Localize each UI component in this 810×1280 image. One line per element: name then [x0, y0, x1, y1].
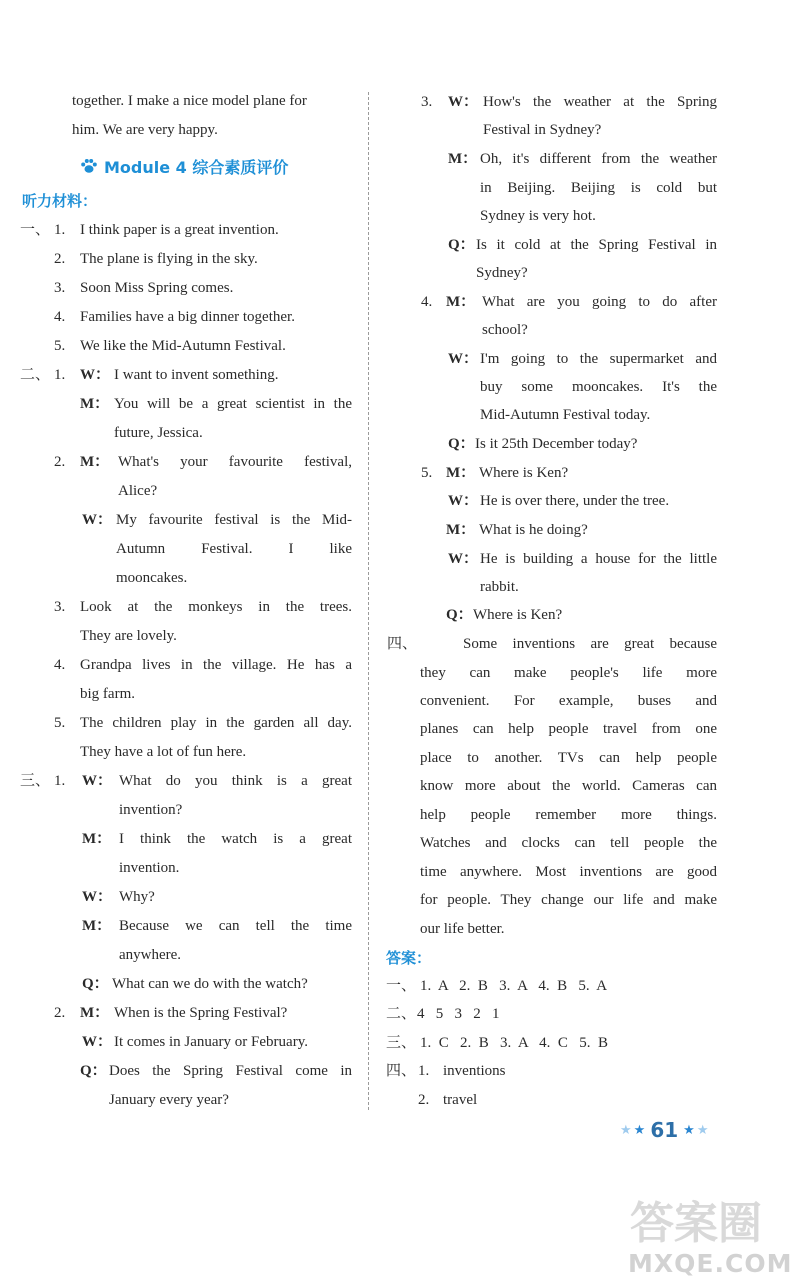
dialogue-line: What are you going to do after — [482, 294, 717, 310]
speaker-label: M： — [82, 918, 112, 934]
section-label: 四、 — [386, 1063, 417, 1079]
speaker-label: M： — [446, 294, 476, 310]
paw-icon — [80, 158, 98, 174]
item-number: 1. — [418, 1063, 430, 1079]
listening-heading: 听力材料： — [22, 192, 98, 210]
star-icon: ★ — [633, 1122, 646, 1138]
paragraph-line: big farm. — [80, 686, 135, 702]
dialogue-line: school? — [482, 322, 528, 338]
star-icon: ★ — [620, 1122, 632, 1138]
dialogue-line: You will be a great scientist in the — [114, 396, 352, 412]
dialogue-line: Does the Spring Festival come in — [109, 1063, 352, 1079]
watermark-logo — [622, 1188, 804, 1276]
speaker-label: Q： — [82, 976, 109, 992]
answer-line: inventions — [443, 1063, 506, 1079]
list-item: The plane is flying in the sky. — [80, 251, 258, 267]
dialogue-line: Oh, it's different from the weather — [480, 151, 717, 167]
answer-line: 1. A 2. B 3. A 4. B 5. A — [420, 978, 608, 994]
dialogue-line: January every year? — [109, 1092, 229, 1108]
paragraph-line: they can make people's life more — [420, 665, 717, 681]
speaker-label: M： — [446, 465, 476, 481]
item-number: 2. — [54, 251, 66, 267]
section-label: 四、 — [387, 636, 418, 652]
dialogue-line: When is the Spring Festival? — [114, 1005, 288, 1021]
item-number: 2. — [418, 1092, 430, 1108]
dialogue-line: buy some mooncakes. It's the — [480, 379, 717, 395]
speaker-label: M： — [80, 454, 110, 470]
dialogue-line: mooncakes. — [116, 570, 188, 586]
item-number: 2. — [54, 454, 66, 470]
answers-heading: 答案： — [386, 949, 432, 967]
speaker-label: W： — [82, 512, 113, 528]
speaker-label: Q： — [448, 436, 475, 452]
section-label: 二、 — [20, 367, 51, 383]
dialogue-line: Where is Ken? — [473, 607, 563, 623]
answer-line: 4 5 3 2 1 — [417, 1006, 500, 1022]
paragraph-line: for people. They change our life and make — [420, 892, 717, 908]
dialogue-line: Sydney is very hot. — [480, 208, 596, 224]
speaker-label: W： — [448, 94, 479, 110]
speaker-label: W： — [82, 773, 113, 789]
paragraph-line: Look at the monkeys in the trees. — [80, 599, 352, 615]
column-divider — [368, 92, 369, 1110]
dialogue-line: invention? — [119, 802, 183, 818]
paragraph-line: our life better. — [420, 921, 505, 937]
list-item: Soon Miss Spring comes. — [80, 280, 234, 296]
speaker-label: Q： — [448, 237, 475, 253]
speaker-label: M： — [80, 1005, 110, 1021]
dialogue-line: invention. — [119, 860, 180, 876]
section-label: 三、 — [20, 773, 51, 789]
module-title-text: Module 4 综合素质评价 — [104, 157, 289, 177]
list-item: We like the Mid-Autumn Festival. — [80, 338, 286, 354]
dialogue-line: I think the watch is a great — [119, 831, 352, 847]
paragraph-line: Grandpa lives in the village. He has a — [80, 657, 352, 673]
item-number: 1. — [54, 222, 66, 238]
paragraph-line: know more about the world. Cameras can — [420, 778, 717, 794]
paragraph-line: Watches and clocks can tell people the — [420, 835, 717, 851]
dialogue-line: rabbit. — [480, 579, 519, 595]
section-label: 一、 — [20, 222, 51, 238]
dialogue-line: in Beijing. Beijing is cold but — [480, 180, 717, 196]
dialogue-line: He is over there, under the tree. — [480, 493, 670, 509]
item-number: 5. — [54, 338, 66, 354]
speaker-label: M： — [80, 396, 110, 412]
speaker-label: Q： — [446, 607, 473, 623]
item-number: 3. — [54, 599, 66, 615]
star-icon: ★ — [683, 1122, 695, 1138]
speaker-label: W： — [448, 493, 479, 509]
dialogue-line: Where is Ken? — [479, 465, 569, 481]
item-number: 2. — [54, 1005, 66, 1021]
speaker-label: W： — [448, 351, 479, 367]
dialogue-line: What do you think is a great — [119, 773, 352, 789]
speaker-label: M： — [446, 522, 476, 538]
dialogue-line: Sydney? — [476, 265, 528, 281]
dialogue-line: It comes in January or February. — [114, 1034, 308, 1050]
answer-line: 1. C 2. B 3. A 4. C 5. B — [420, 1035, 608, 1051]
speaker-label: Q： — [80, 1063, 107, 1079]
paragraph-line: The children play in the garden all day. — [80, 715, 352, 731]
speaker-label: W： — [80, 367, 111, 383]
list-item: Families have a big dinner together. — [80, 309, 295, 325]
dialogue-line: What is he doing? — [479, 522, 588, 538]
paragraph-line: place to another. TVs can help people — [420, 750, 717, 766]
dialogue-line: I'm going to the supermarket and — [480, 351, 717, 367]
speaker-label: M： — [448, 151, 478, 167]
star-icon: ★ — [696, 1122, 709, 1138]
item-number: 1. — [54, 367, 66, 383]
speaker-label: W： — [82, 889, 113, 905]
item-number: 3. — [54, 280, 66, 296]
dialogue-line: What can we do with the watch? — [112, 976, 308, 992]
answer-line: travel — [443, 1092, 478, 1108]
item-number: 4. — [54, 309, 66, 325]
dialogue-line: Festival in Sydney? — [483, 122, 602, 138]
list-item: I think paper is a great invention. — [80, 222, 279, 238]
dialogue-line: How's the weather at the Spring — [483, 94, 717, 110]
module-title — [80, 154, 288, 178]
item-number: 5. — [421, 465, 433, 481]
paragraph-line: planes can help people travel from one — [420, 721, 717, 737]
watermark-line1: 答案圈 — [630, 1198, 762, 1249]
paragraph-line: time anywhere. Most inventions are good — [420, 864, 717, 880]
section-label: 三、 — [386, 1035, 417, 1051]
speaker-label: W： — [448, 551, 479, 567]
watermark-line2: MXQE.COM — [628, 1249, 793, 1276]
paragraph-line: Some inventions are great because — [463, 636, 717, 652]
dialogue-line: Is it 25th December today? — [475, 436, 638, 452]
dialogue-line: Why? — [119, 889, 155, 905]
page-number — [620, 1118, 708, 1142]
dialogue-line: What's your favourite festival, — [118, 454, 352, 470]
dialogue-line: Autumn Festival. I like — [116, 541, 352, 557]
speaker-label: M： — [82, 831, 112, 847]
speaker-label: W： — [82, 1034, 113, 1050]
section-label: 二、 — [386, 1006, 417, 1022]
paragraph-line: help people remember more things. — [420, 807, 717, 823]
item-number: 3. — [421, 94, 433, 110]
dialogue-line: future, Jessica. — [114, 425, 203, 441]
paragraph-line: convenient. For example, buses and — [420, 693, 717, 709]
dialogue-line: My favourite festival is the Mid- — [116, 512, 352, 528]
dialogue-line: Mid-Autumn Festival today. — [480, 407, 651, 423]
item-number: 1. — [54, 773, 66, 789]
dialogue-line: Because we can tell the time — [119, 918, 352, 934]
paragraph-line: him. We are very happy. — [72, 122, 218, 138]
paragraph-line: They are lovely. — [80, 628, 177, 644]
dialogue-line: anywhere. — [119, 947, 182, 963]
dialogue-line: Alice? — [118, 483, 158, 499]
section-label: 一、 — [386, 978, 417, 994]
paragraph-line: They have a lot of fun here. — [80, 744, 247, 760]
item-number: 4. — [421, 294, 433, 310]
dialogue-line: He is building a house for the little — [480, 551, 717, 567]
item-number: 4. — [54, 657, 66, 673]
paragraph-line: together. I make a nice model plane for — [72, 93, 307, 109]
page-number-text: 61 — [650, 1118, 679, 1142]
dialogue-line: I want to invent something. — [114, 367, 279, 383]
dialogue-line: Is it cold at the Spring Festival in — [476, 237, 717, 253]
item-number: 5. — [54, 715, 66, 731]
